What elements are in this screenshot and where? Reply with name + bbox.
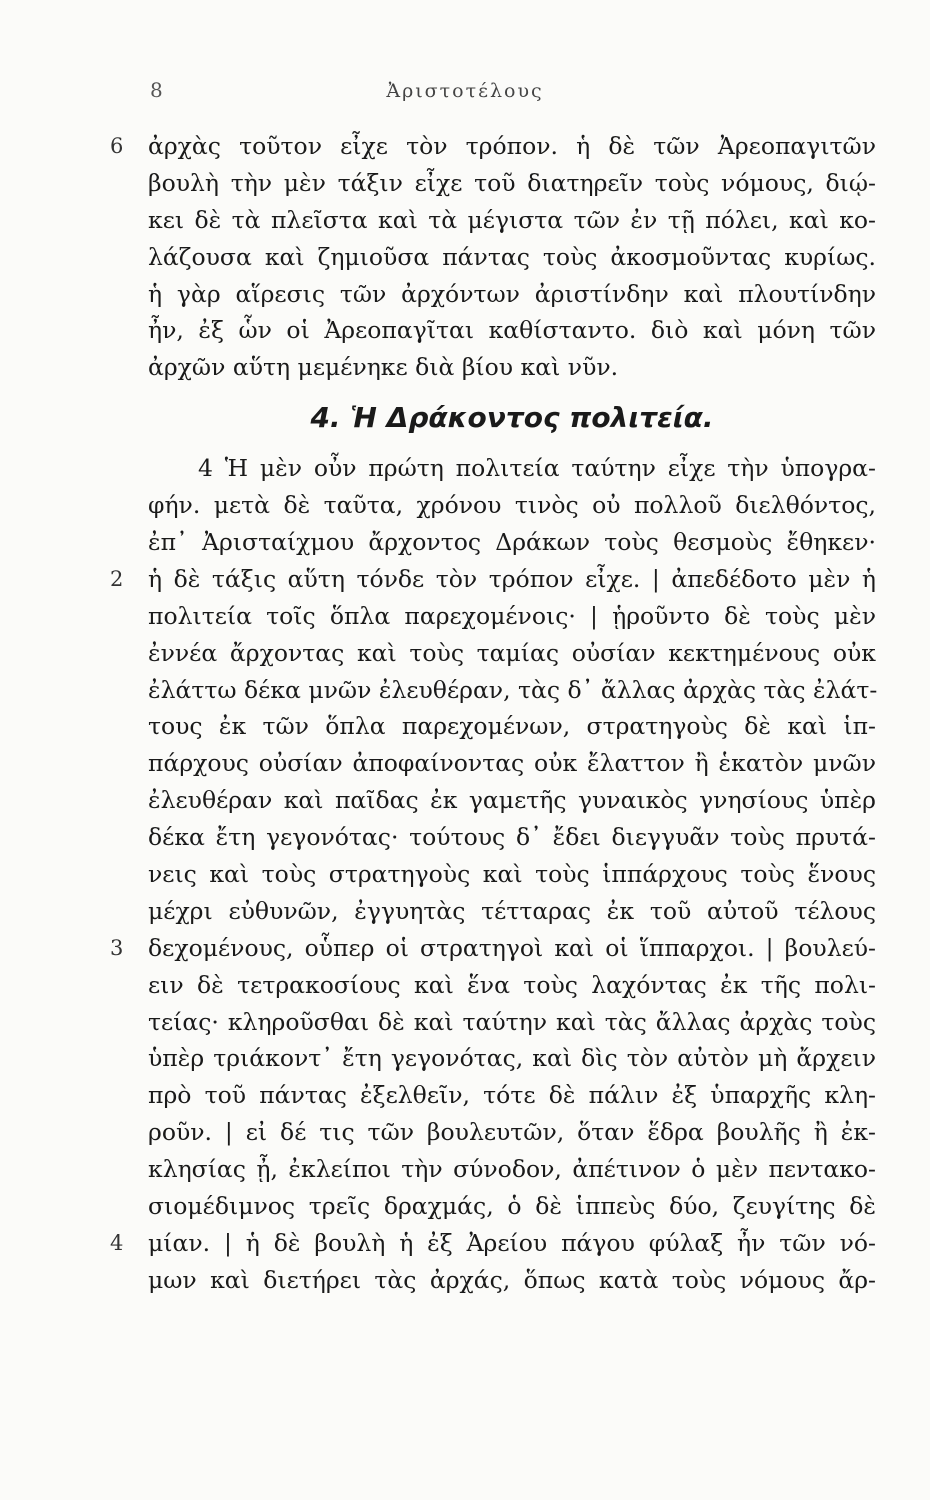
line-text: ροῦν. | εἰ δέ τις τῶν βουλευτῶν, ὅταν ἕδρα βουλῆς ἢ ἐκ- (148, 1118, 876, 1147)
line-text: ἀρχῶν αὕτη μεμένηκε διὰ βίου καὶ νῦν. (148, 353, 619, 382)
text-line (148, 349, 876, 386)
text-line (148, 1151, 876, 1188)
text-line (110, 561, 876, 598)
text-line (148, 598, 876, 635)
text-line (148, 672, 876, 709)
text-line (148, 276, 876, 313)
body-text (110, 128, 878, 1299)
page-number: 8 (150, 78, 163, 102)
text-line (148, 1262, 876, 1299)
line-text: βουλὴ τὴν μὲν τάξιν εἶχε τοῦ διατηρεῖν τοὺς νόμους, διῴ- (148, 168, 876, 197)
text-line (148, 1114, 876, 1151)
line-text: νεις καὶ τοὺς στρατηγοὺς καὶ τοὺς ἱππάρχους τοὺς ἕνους (148, 860, 876, 889)
text-line (148, 635, 876, 672)
line-text: σιομέδιμνος τρεῖς δραχμάς, ὁ δὲ ἱππεὺς δύο, ζευγίτης δὲ (148, 1192, 876, 1221)
text-line (148, 745, 876, 782)
text-line (110, 1225, 876, 1262)
text-line (148, 782, 876, 819)
text-line (148, 708, 876, 745)
text-line (148, 893, 876, 930)
line-text: ἡ γὰρ αἵρεσις τῶν ἀρχόντων ἀριστίνδην καὶ πλουτίνδην (148, 279, 876, 308)
line-text: ἐννέα ἄρχοντας καὶ τοὺς ταμίας οὐσίαν κεκτημένους οὐκ (148, 638, 876, 667)
line-text: λάζουσα καὶ ζημιοῦσα πάντας τοὺς ἀκοσμοῦντας κυρίως. (148, 242, 876, 271)
text-line (148, 239, 876, 276)
line-text: ἀρχὰς τοῦτον εἶχε τὸν τρόπον. ἡ δὲ τῶν Ἀρεοπαγιτῶν (148, 132, 876, 160)
text-line (110, 930, 876, 967)
text-line (110, 128, 876, 165)
margin-section-number: 2 (110, 566, 124, 591)
line-text: τείας· κληροῦσθαι δὲ καὶ ταύτην καὶ τὰς ἄλλας ἀρχὰς τοὺς (148, 1007, 876, 1036)
line-text: ἦν, ἐξ ὧν οἱ Ἀρεοπαγῖται καθίσταντο. διὸ καὶ μόνη τῶν (148, 316, 876, 345)
margin-section-number: 3 (110, 935, 124, 960)
running-head: Ἀριστοτέλους (386, 80, 544, 102)
margin-section-number: 6 (110, 134, 124, 158)
line-text: δεχομένους, οὗπερ οἱ στρατηγοὶ καὶ οἱ ἵππαρχοι. | βουλεύ- (148, 933, 876, 962)
line-text: 4 Ἡ μὲν οὖν πρώτη πολιτεία ταύτην εἶχε τὴν ὑπογρα- (198, 454, 876, 483)
chapter-heading-text: 4. Ἡ Δράκοντος πολιτεία. (310, 401, 714, 435)
text-line (148, 487, 876, 524)
text-line (148, 1077, 876, 1114)
line-text: μέχρι εὐθυνῶν, ἐγγυητὰς τέτταρας ἐκ τοῦ αὐτοῦ τέλους (148, 896, 876, 925)
text-line (148, 819, 876, 856)
line-text: πολιτεία τοῖς ὅπλα παρεχομένοις· | ᾑροῦντο δὲ τοὺς μὲν (148, 601, 876, 630)
text-line (148, 1188, 876, 1225)
line-text: ἡ δὲ τάξις αὕτη τόνδε τὸν τρόπον εἶχε. | ἀπεδέδοτο μὲν ἡ (148, 564, 876, 593)
text-line (148, 1004, 876, 1041)
line-text: τους ἐκ τῶν ὅπλα παρεχομένων, στρατηγοὺς δὲ καὶ ἱπ- (148, 712, 876, 741)
line-text: ειν δὲ τετρακοσίους καὶ ἕνα τοὺς λαχόντας ἐκ τῆς πολι- (148, 970, 876, 999)
line-text: ὑπὲρ τριάκοντ᾽ ἔτη γεγονότας, καὶ δὶς τὸν αὐτὸν μὴ ἄρχειν (148, 1044, 876, 1073)
line-text: δέκα ἔτη γεγονότας· τούτους δ᾽ ἔδει διεγγυᾶν τοὺς πρυτά- (148, 823, 876, 852)
line-text: ἐλευθέραν καὶ παῖδας ἐκ γαμετῆς γυναικὸς γνησίους ὑπὲρ (148, 786, 876, 815)
text-line (148, 165, 876, 202)
line-text: πρὸ τοῦ πάντας ἐξελθεῖν, τότε δὲ πάλιν ἐξ ὑπαρχῆς κλη- (148, 1081, 876, 1110)
line-text: κει δὲ τὰ πλεῖστα καὶ τὰ μέγιστα τῶν ἐν τῇ πόλει, καὶ κο- (148, 205, 876, 234)
chapter-heading (148, 386, 876, 450)
line-text: μίαν. | ἡ δὲ βουλὴ ἡ ἐξ Ἀρείου πάγου φύλαξ ἦν τῶν νό- (148, 1228, 876, 1257)
line-text: ἐπ᾽ Ἀρισταίχμου ἄρχοντος Δράκων τοὺς θεσμοὺς ἔθηκεν· (148, 528, 876, 557)
line-text: πάρχους οὐσίαν ἀποφαίνοντας οὐκ ἔλαττον ἢ ἑκατὸν μνῶν (148, 749, 876, 778)
line-text: κλησίας ᾖ, ἐκλείποι τὴν σύνοδον, ἀπέτινον ὁ μὲν πεντακο- (148, 1155, 876, 1184)
line-text: μων καὶ διετήρει τὰς ἀρχάς, ὅπως κατὰ τοὺς νόμους ἄρ- (148, 1265, 876, 1294)
text-line (148, 856, 876, 893)
margin-section-number: 4 (110, 1230, 124, 1255)
line-text: φήν. μετὰ δὲ ταῦτα, χρόνου τινὸς οὐ πολλοῦ διελθόντος, (148, 491, 876, 520)
text-line (148, 450, 876, 487)
text-line (148, 524, 876, 561)
text-line (148, 312, 876, 349)
text-line (148, 1040, 876, 1077)
line-text: ἐλάττω δέκα μνῶν ἐλευθέραν, τὰς δ᾽ ἄλλας ἀρχὰς τὰς ἐλάτ- (148, 675, 878, 704)
text-line (148, 967, 876, 1004)
text-line (148, 202, 876, 239)
